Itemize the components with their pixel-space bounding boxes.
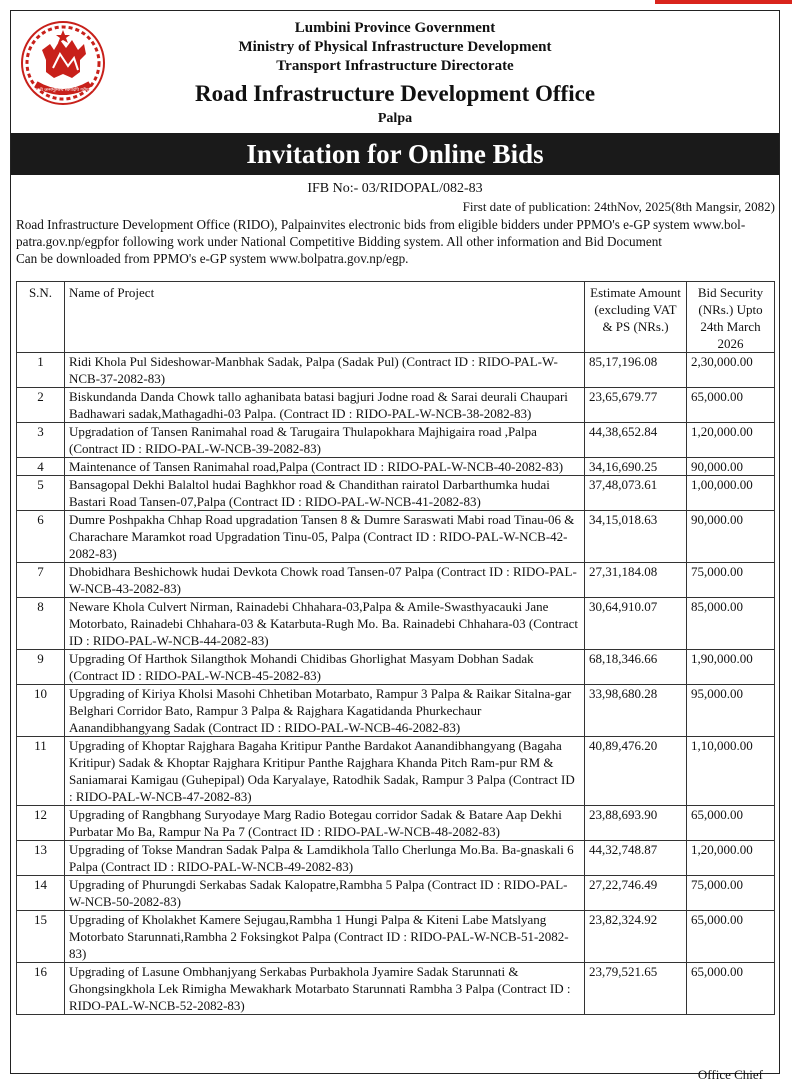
row-estimate: 34,15,018.63	[585, 511, 687, 563]
row-bid-security: 75,000.00	[687, 876, 775, 911]
row-sn: 6	[17, 511, 65, 563]
row-sn: 7	[17, 563, 65, 598]
header-sn: S.N.	[17, 282, 65, 353]
row-sn: 4	[17, 458, 65, 476]
header-estimate: Estimate Amount (excluding VAT & PS (NRs.)	[585, 282, 687, 353]
directorate-line: Transport Infrastructure Directorate	[276, 58, 514, 74]
row-project-name: Dumre Poshpakha Chhap Road upgradation Tansen 8 & Dumre Saraswati Mabi road Tinau-06 & Charachare Maramkot road Upgradation Tinu-05, Palpa (Contract ID : RIDO-PAL-W-NCB-42-2082-83)	[65, 511, 585, 563]
row-project-name: Upgrading of Tokse Mandran Sadak Palpa & Lamdikhola Tallo Cherlunga Mo.Ba. Ba-gnaskali 6 Palpa (Contract ID : RIDO-PAL-W-NCB-49-2082-83)	[65, 841, 585, 876]
row-sn: 10	[17, 685, 65, 737]
bids-table	[16, 281, 775, 1015]
top-accent-bar	[655, 0, 792, 4]
table-row	[17, 388, 775, 423]
notice-title: Invitation for Online Bids	[11, 133, 779, 175]
row-estimate: 23,79,521.65	[585, 963, 687, 1015]
intro-paragraph	[16, 216, 775, 267]
table-row	[17, 353, 775, 388]
row-bid-security: 1,20,000.00	[687, 423, 775, 458]
table-row	[17, 423, 775, 458]
table-header-row	[17, 282, 775, 353]
row-estimate: 44,38,652.84	[585, 423, 687, 458]
row-project-name: Ridi Khola Pul Sideshowar-Manbhak Sadak, Palpa (Sadak Pul) (Contract ID : RIDO-PAL-W-NCB-37-2082-83)	[65, 353, 585, 388]
row-bid-security: 65,000.00	[687, 911, 775, 963]
row-project-name: Upgrading Of Harthok Silangthok Mohandi Chidibas Ghorlighat Masyam Dobhan Sadak (Contract ID : RIDO-PAL-W-NCB-45-2082-83)	[65, 650, 585, 685]
table-row	[17, 563, 775, 598]
table-row	[17, 911, 775, 963]
table-row	[17, 511, 775, 563]
row-project-name: Upgrading of Lasune Ombhanjyang Serkabas Purbakhola Jyamire Sadak Starunnati & Ghongsingkhola Lek Rimigha Mewakhark Motarbato Starunnati Rambha 3 Palpa (Contract ID : RIDO-PAL-W-NCB-52-2082-83)	[65, 963, 585, 1015]
row-estimate: 23,88,693.90	[585, 806, 687, 841]
row-estimate: 23,65,679.77	[585, 388, 687, 423]
row-bid-security: 95,000.00	[687, 685, 775, 737]
office-chief-signature: Office Chief	[697, 1067, 763, 1082]
row-project-name: Maintenance of Tansen Ranimahal road,Palpa (Contract ID : RIDO-PAL-W-NCB-40-2082-83)	[65, 458, 585, 476]
office-location: Palpa	[377, 111, 413, 126]
table-row	[17, 476, 775, 511]
row-sn: 16	[17, 963, 65, 1015]
emblem-motto: जननी जन्मभूमिश्च स्वर्गादपि गरीयसी	[33, 88, 93, 93]
row-project-name: Upgrading of Khoptar Rajghara Bagaha Kritipur Panthe Bardakot Aanandibhangyang (Bagaha Kritipur) Sadak & Khoptar Rajghara Kritipur Panthe Rajghara Khanda Pitch Ram-pur RM & Saniamarai Kamigau (Guhepipal) Oda Karyalaye, Ratodhik Sadak, Rampur 3 Palpa (Contract ID : RIDO-PAL-W-NCB-47-2082-83)	[65, 737, 585, 806]
table-row	[17, 963, 775, 1015]
row-sn: 1	[17, 353, 65, 388]
ifb-number: IFB No:- 03/RIDOPAL/082-83	[307, 181, 483, 196]
row-sn: 11	[17, 737, 65, 806]
row-estimate: 34,16,690.25	[585, 458, 687, 476]
row-bid-security: 1,90,000.00	[687, 650, 775, 685]
table-row	[17, 685, 775, 737]
row-project-name: Upgrading of Kiriya Kholsi Masohi Chhetiban Motarbato, Rampur 3 Palpa & Raikar Sitalna-gar Belghari Corridor Bato, Rampur 3 Palpa & Rajghara Kagatidanda Phurkechaur Aanandibhangyang Sadak (Contract ID : RIDO-PAL-W-NCB-46-2082-83)	[65, 685, 585, 737]
row-sn: 12	[17, 806, 65, 841]
row-bid-security: 65,000.00	[687, 806, 775, 841]
row-project-name: Dhobidhara Beshichowk hudai Devkota Chowk road Tansen-07 Palpa (Contract ID : RIDO-PAL-W-NCB-43-2082-83)	[65, 563, 585, 598]
ministry-line: Ministry of Physical Infrastructure Development	[238, 39, 552, 55]
table-row	[17, 737, 775, 806]
row-estimate: 27,22,746.49	[585, 876, 687, 911]
row-estimate: 27,31,184.08	[585, 563, 687, 598]
row-sn: 5	[17, 476, 65, 511]
notice-frame	[10, 10, 780, 1082]
office-name: Road Infrastructure Development Office	[194, 81, 596, 106]
row-project-name: Biskundanda Danda Chowk tallo aghanibata batasi bagjuri Jodne road & Sarai deurali Chaupari Badhawari sadak,Mathagadhi-03 Palpa. (Contract ID : RIDO-PAL-W-NCB-38-2082-83)	[65, 388, 585, 423]
table-body	[17, 353, 775, 1015]
row-bid-security: 90,000.00	[687, 511, 775, 563]
table-row	[17, 650, 775, 685]
row-bid-security: 1,00,000.00	[687, 476, 775, 511]
row-bid-security: 2,30,000.00	[687, 353, 775, 388]
row-sn: 3	[17, 423, 65, 458]
header-bid-security: Bid Security (NRs.) Upto 24th March 2026	[687, 282, 775, 353]
row-project-name: Upgrading of Rangbhang Suryodaye Marg Radio Botegau corridor Sadak & Batare Aap Dekhi Purbatar Mo Ba, Rampur Na Pa 7 (Contract ID : RIDO-PAL-W-NCB-48-2082-83)	[65, 806, 585, 841]
table-row	[17, 806, 775, 841]
row-estimate: 23,82,324.92	[585, 911, 687, 963]
row-bid-security: 85,000.00	[687, 598, 775, 650]
row-sn: 8	[17, 598, 65, 650]
table-row	[17, 458, 775, 476]
row-bid-security: 1,20,000.00	[687, 841, 775, 876]
row-estimate: 30,64,910.07	[585, 598, 687, 650]
row-bid-security: 65,000.00	[687, 388, 775, 423]
row-sn: 2	[17, 388, 65, 423]
row-project-name: Neware Khola Culvert Nirman, Rainadebi Chhahara-03,Palpa & Amile-Swasthyacauki Jane Motorbato, Rainadebi Chhahara-03 & Katarbuta-Rugh Mo. Ba. Rainadebi Chhahara-03 (Contract ID : RIDO-PAL-W-NCB-44-2082-83)	[65, 598, 585, 650]
row-estimate: 68,18,346.66	[585, 650, 687, 685]
row-estimate: 33,98,680.28	[585, 685, 687, 737]
intro-line: Road Infrastructure Development Office (RIDO), Palpainvites electronic bids from eligible bidders under PPMO's e-GP system www.bol-	[16, 217, 746, 232]
row-estimate: 37,48,073.61	[585, 476, 687, 511]
row-project-name: Bansagopal Dekhi Balaltol hudai Baghkhor road & Chandithan rairatol Darbarthumka hudai Bastari Road Tansen-07,Palpa (Contract ID : RIDO-PAL-W-NCB-41-2082-83)	[65, 476, 585, 511]
row-bid-security: 65,000.00	[687, 963, 775, 1015]
row-bid-security: 1,10,000.00	[687, 737, 775, 806]
header-project-name: Name of Project	[65, 282, 585, 353]
row-project-name: Upgrading of Kholakhet Kamere Sejugau,Rambha 1 Hungi Palpa & Kiteni Labe Matslyang Motorbato Starunnati,Rambha 2 Foksingkot Palpa (Contract ID : RIDO-PAL-W-NCB-51-2082-83)	[65, 911, 585, 963]
row-project-name: Upgradation of Tansen Ranimahal road & Tarugaira Thulapokhara Majhigaira road ,Palpa (Contract ID : RIDO-PAL-W-NCB-39-2082-83)	[65, 423, 585, 458]
row-estimate: 44,32,748.87	[585, 841, 687, 876]
row-estimate: 40,89,476.20	[585, 737, 687, 806]
intro-line: Can be downloaded from PPMO's e-GP system www.bolpatra.gov.np/egp.	[16, 251, 409, 266]
notice-header	[11, 11, 779, 131]
publication-date: First date of publication: 24thNov, 2025(8th Mangsir, 2082)	[462, 199, 775, 214]
row-bid-security: 75,000.00	[687, 563, 775, 598]
intro-line: patra.gov.np/egpfor following work under National Competitive Bidding system. All other information and Bid Document	[16, 234, 662, 249]
table-row	[17, 598, 775, 650]
row-sn: 15	[17, 911, 65, 963]
table-row	[17, 841, 775, 876]
table-row	[17, 876, 775, 911]
row-estimate: 85,17,196.08	[585, 353, 687, 388]
row-project-name: Upgrading of Phurungdi Serkabas Sadak Kalopatre,Rambha 5 Palpa (Contract ID : RIDO-PAL-W-NCB-50-2082-83)	[65, 876, 585, 911]
row-sn: 9	[17, 650, 65, 685]
row-sn: 13	[17, 841, 65, 876]
row-bid-security: 90,000.00	[687, 458, 775, 476]
province-line: Lumbini Province Government	[294, 20, 496, 36]
row-sn: 14	[17, 876, 65, 911]
